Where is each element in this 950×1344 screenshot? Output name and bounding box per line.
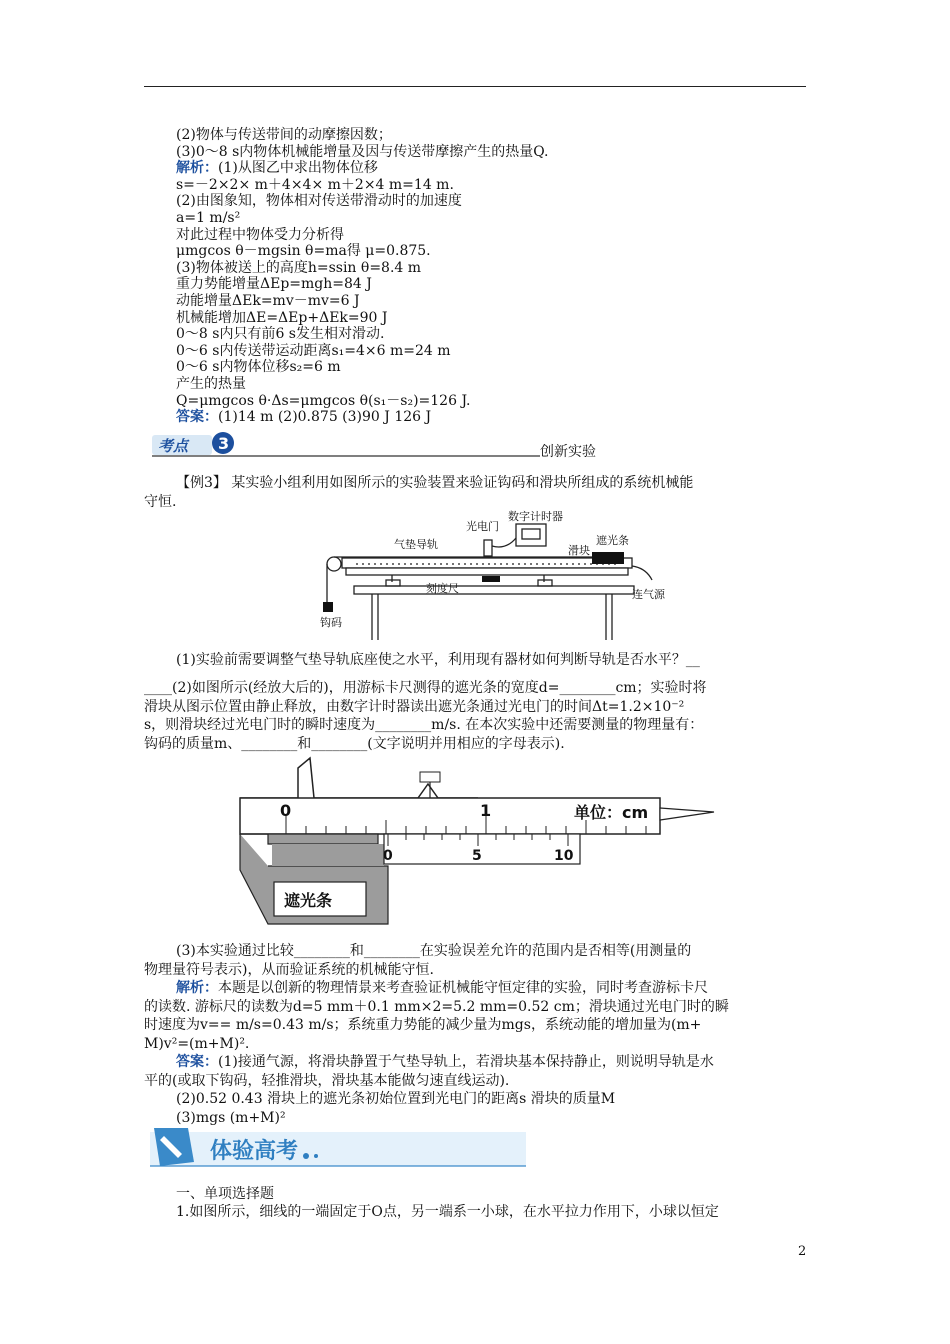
text-line: M)v²=(m+M)². <box>144 1035 250 1052</box>
text-line: 守恒. <box>144 493 177 510</box>
question-2 <box>144 679 808 753</box>
text-line: (2)物体与传送带间的动摩擦因数； <box>176 127 392 143</box>
analysis-paragraph <box>144 979 808 1053</box>
vernier-scale-label: 10 <box>554 848 574 864</box>
text-line: 答案：(1)接通气源，将滑块静置于气垫导轨上，若滑块基本保持静止，则说明导轨是水 <box>176 1054 714 1070</box>
vernier-scale-label: 0 <box>383 848 393 864</box>
header-rule <box>144 86 806 87</box>
text-line: 0～6 s内传送带运动距离s₁=4×6 m=24 m <box>176 342 451 359</box>
weight-label: 钩码 <box>320 616 342 629</box>
section-heading: 一、单项选择题 <box>176 1186 274 1202</box>
section-badge <box>150 429 542 461</box>
analysis-label: 解析： <box>176 160 218 177</box>
text-line: 【例3】 某实验小组利用如图所示的实验装置来验证钩码和滑块所组成的系统机械能 <box>176 475 694 491</box>
answer-label: 答案： <box>176 409 218 426</box>
section-banner <box>144 1122 528 1172</box>
text-line: a=1 m/s² <box>176 209 241 226</box>
analysis-label: 解析： <box>176 980 218 996</box>
text-line: 解析：本题是以创新的物理情景来考查验证机械能守恒定律的实验，同时考查游标卡尺 <box>176 980 708 996</box>
text-line: μmgcos θ－mgsin θ=ma得 μ=0.875. <box>176 243 431 260</box>
gate-label: 光电门 <box>466 520 499 533</box>
strip-label: 遮光条 <box>596 534 629 547</box>
section-title: 创新实验 <box>540 444 596 460</box>
text-line: (1)实验前需要调整气垫导轨底座使之水平，利用现有器材如何判断导轨是否水平？__ <box>176 652 700 668</box>
text-line: 钩码的质量m、________和________(文字说明并用相应的字母表示). <box>144 735 565 752</box>
text-line: 答案：(1)14 m (2)0.875 (3)90 J 126 J <box>176 409 432 426</box>
badge-text: 考点 <box>158 437 189 455</box>
text-line: (3)mgs (m+M)² <box>176 1109 286 1126</box>
question-1-single <box>144 1203 808 1222</box>
ruler-label: 刻度尺 <box>426 582 459 595</box>
text-line: 0～6 s内物体位移s₂=6 m <box>176 359 341 376</box>
badge-number: 3 <box>218 434 230 453</box>
text-line: s=－2×2× m＋4×4× m＋2×4 m=14 m. <box>176 176 454 193</box>
text-line: (2)由图象知，物体相对传送带滑动时的加速度 <box>176 193 462 210</box>
unit-label: 单位：cm <box>574 803 649 822</box>
main-scale-label: 1 <box>480 801 492 820</box>
question-1 <box>144 651 808 670</box>
single-choice-section <box>144 1185 808 1204</box>
page-number: 2 <box>798 1244 807 1259</box>
text-line: 重力势能增量ΔEp=mgh=84 J <box>176 276 372 293</box>
text-line: 解析：(1)从图乙中求出物体位移 <box>176 160 378 177</box>
example-paragraph <box>144 474 808 511</box>
text-line: 机械能增加ΔE=ΔEp+ΔEk=90 J <box>176 309 388 326</box>
text-line: 对此过程中物体受力分析得 <box>176 226 344 243</box>
vernier-scale-label: 5 <box>472 848 482 864</box>
text-line: (2)0.52 0.43 滑块上的遮光条初始位置到光电门的距离s 滑块的质量M <box>176 1091 616 1107</box>
text-line: Q=μmgcos θ·Δs=μmgcos θ(s₁－s₂)=126 J. <box>176 392 471 409</box>
text-line: 平的(或取下钩码，轻推滑块，滑块基本能做匀速直线运动). <box>144 1072 510 1089</box>
main-scale-label: 0 <box>280 801 292 820</box>
text-line: 的读数. 游标尺的读数为d=5 mm＋0.1 mm×2=5.2 mm=0.52 cm；滑块通过光电门时的瞬 <box>144 998 729 1015</box>
track-label: 气垫导轨 <box>394 538 438 551</box>
banner-text: 体验高考 <box>210 1139 299 1164</box>
text-line: (3)物体被送上的高度h=ssin θ=8.4 m <box>176 259 422 276</box>
solution-block <box>176 127 808 426</box>
text-line: 0～8 s内只有前6 s发生相对滑动. <box>176 326 385 343</box>
strip-label: 遮光条 <box>284 891 333 910</box>
air-source-label: 连气源 <box>632 588 665 601</box>
answer-paragraph <box>144 1053 808 1127</box>
timer-label: 数字计时器 <box>508 510 563 523</box>
text-line: 滑块从图示位置由静止释放，由数字计时器读出遮光条通过光电门的时间Δt=1.2×10⁻² <box>144 698 685 715</box>
text-line: 动能增量ΔEk=mv－mv=6 J <box>176 292 360 309</box>
answer-label: 答案： <box>176 1054 218 1070</box>
question-3 <box>144 942 808 979</box>
text-line: (3)本实验通过比较________和________在实验误差允许的范围内是否相等(用测量的 <box>176 943 692 959</box>
text-line: 物理量符号表示)，从而验证系统的机械能守恒. <box>144 961 434 978</box>
air-track-apparatus-figure <box>316 508 672 646</box>
text-line: ____(2)如图所示(经放大后的)，用游标卡尺测得的遮光条的宽度d=________cm；实验时将 <box>144 680 707 696</box>
text-line: s，则滑块经过光电门时的瞬时速度为________m/s. 在本次实验中还需要测量的物理量有： <box>144 717 704 733</box>
text-line: 时速度为v== m/s=0.43 m/s；系统重力势能的减少量为mgs，系统动能的增加量为(m+ <box>144 1017 702 1033</box>
text-line: 1.如图所示，细线的一端固定于O点，另一端系一小球，在水平拉力作用下，小球以恒定 <box>176 1204 719 1220</box>
text-line: (3)0～8 s内物体机械能增量及因与传送带摩擦产生的热量Q. <box>176 143 549 160</box>
slider-label: 滑块 <box>568 544 590 557</box>
text-line: 产生的热量 <box>176 375 246 392</box>
vernier-caliper-figure <box>238 754 724 938</box>
